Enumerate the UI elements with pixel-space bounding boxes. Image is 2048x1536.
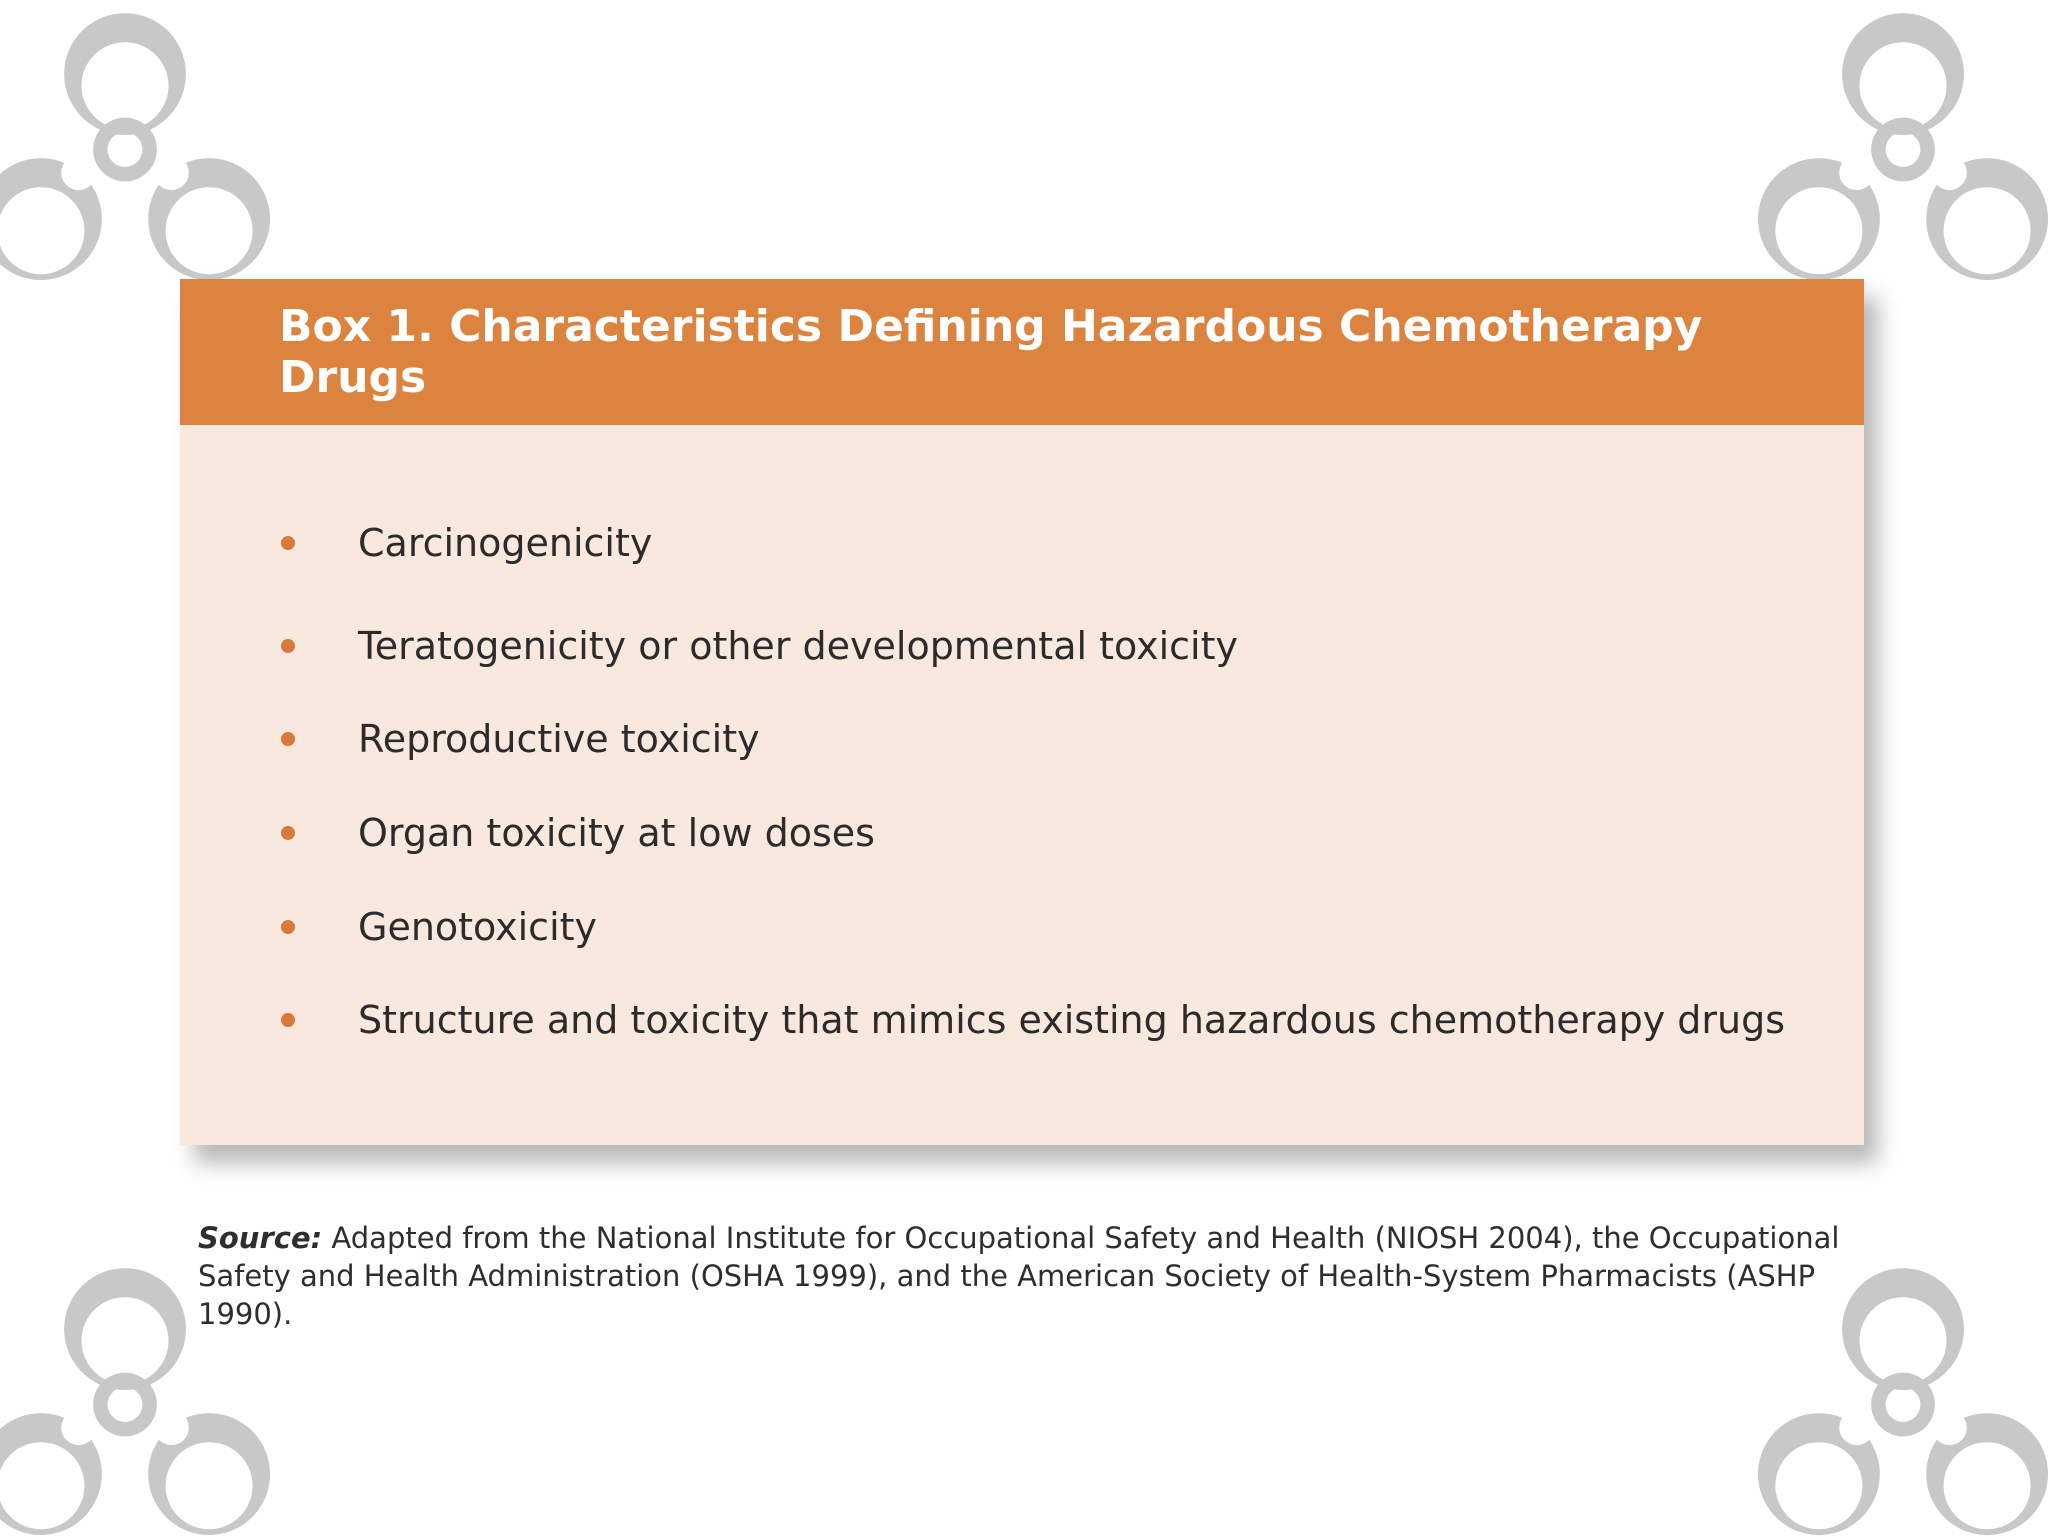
bullet-icon	[281, 639, 295, 653]
source-label: Source:	[198, 1221, 323, 1255]
list-item-text: Carcinogenicity	[358, 521, 653, 565]
biohazard-icon	[0, 0, 270, 280]
list-item-text: Teratogenicity or other developmental toxicity	[358, 624, 1238, 668]
list-item-text: Reproductive toxicity	[358, 717, 760, 761]
source-text: Adapted from the National Institute for Occupational Safety and Health (NIOSH 2004), the Occupational Safety and Health Administration (OSHA 1999), and the American Society of Health-System Pharmacists (ASHP 1990).	[198, 1221, 1840, 1331]
list-item-text: Structure and toxicity that mimics existing hazardous chemotherapy drugs	[358, 998, 1786, 1042]
bullet-icon	[281, 826, 295, 840]
biohazard-icon	[1758, 0, 2048, 280]
bullet-icon	[281, 732, 295, 746]
bullet-icon	[281, 920, 295, 934]
list-item-text: Organ toxicity at low doses	[358, 811, 875, 855]
box-title: Box 1. Characteristics Defining Hazardous Chemotherapy Drugs	[279, 301, 1703, 403]
bullet-icon	[281, 1013, 295, 1027]
source-note	[198, 1219, 1858, 1333]
hazardous-drugs-box	[180, 279, 1864, 1145]
box-header	[180, 279, 1864, 425]
bullet-icon	[281, 536, 295, 550]
list-item-text: Genotoxicity	[358, 905, 598, 949]
